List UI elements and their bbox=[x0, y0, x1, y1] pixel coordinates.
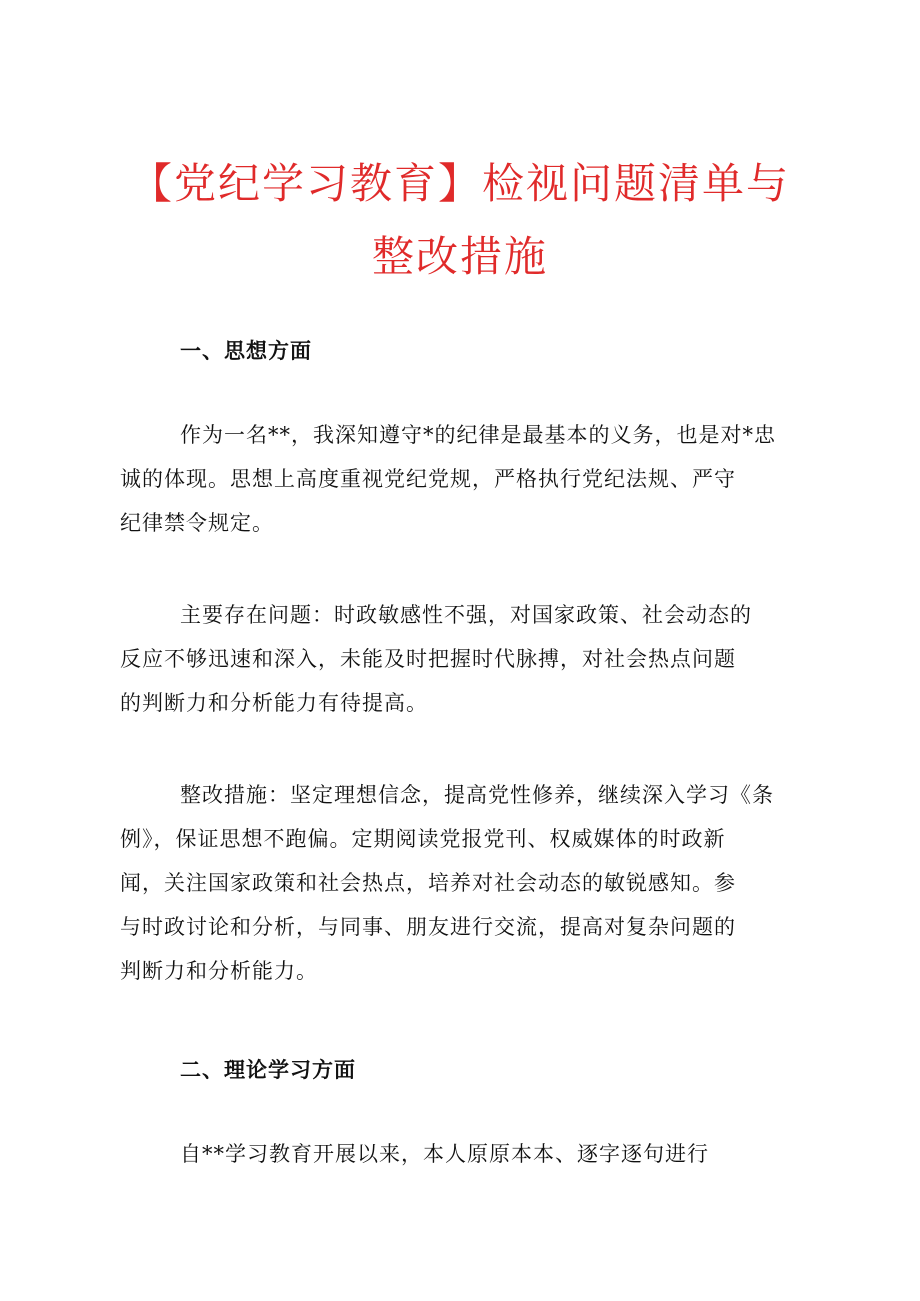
document-title-line-2: 整改措施 bbox=[371, 232, 548, 281]
section-heading-theory-study: 二、理论学习方面 bbox=[180, 1057, 356, 1082]
paragraph-line: 闻，关注国家政策和社会热点，培养对社会动态的敏锐感知。参 bbox=[120, 871, 736, 895]
paragraph-intro bbox=[120, 413, 780, 545]
paragraph-line: 判断力和分析能力。 bbox=[120, 959, 318, 983]
document-title-line-1: 【党纪学习教育】检视问题清单与 bbox=[129, 159, 790, 208]
paragraph-line: 诚的体现。思想上高度重视党纪党规，严格执行党纪法规、严守 bbox=[120, 467, 736, 491]
paragraph-line: 自**学习教育开展以来，本人原原本本、逐字逐句进行 bbox=[180, 1142, 709, 1166]
paragraph-main-problems bbox=[120, 593, 780, 725]
paragraph-line: 例》，保证思想不跑偏。定期阅读党报党刊、权威媒体的时政新 bbox=[120, 827, 726, 851]
paragraph-theory-study bbox=[180, 1132, 780, 1176]
paragraph-line: 纪律禁令规定。 bbox=[120, 511, 274, 535]
paragraph-line: 反应不够迅速和深入，未能及时把握时代脉搏，对社会热点问题 bbox=[120, 647, 736, 671]
paragraph-line: 整改措施：坚定理想信念，提高党性修养，继续深入学习《条 bbox=[180, 783, 774, 807]
section-heading-thought: 一、思想方面 bbox=[180, 338, 312, 363]
paragraph-line: 的判断力和分析能力有待提高。 bbox=[120, 691, 428, 715]
paragraph-line: 主要存在问题：时政敏感性不强，对国家政策、社会动态的 bbox=[180, 603, 752, 627]
paragraph-line: 与时政讨论和分析，与同事、朋友进行交流，提高对复杂问题的 bbox=[120, 915, 736, 939]
paragraph-rectification-measures bbox=[120, 773, 780, 993]
paragraph-line: 作为一名**，我深知遵守*的纪律是最基本的义务，也是对*忠 bbox=[180, 423, 776, 447]
